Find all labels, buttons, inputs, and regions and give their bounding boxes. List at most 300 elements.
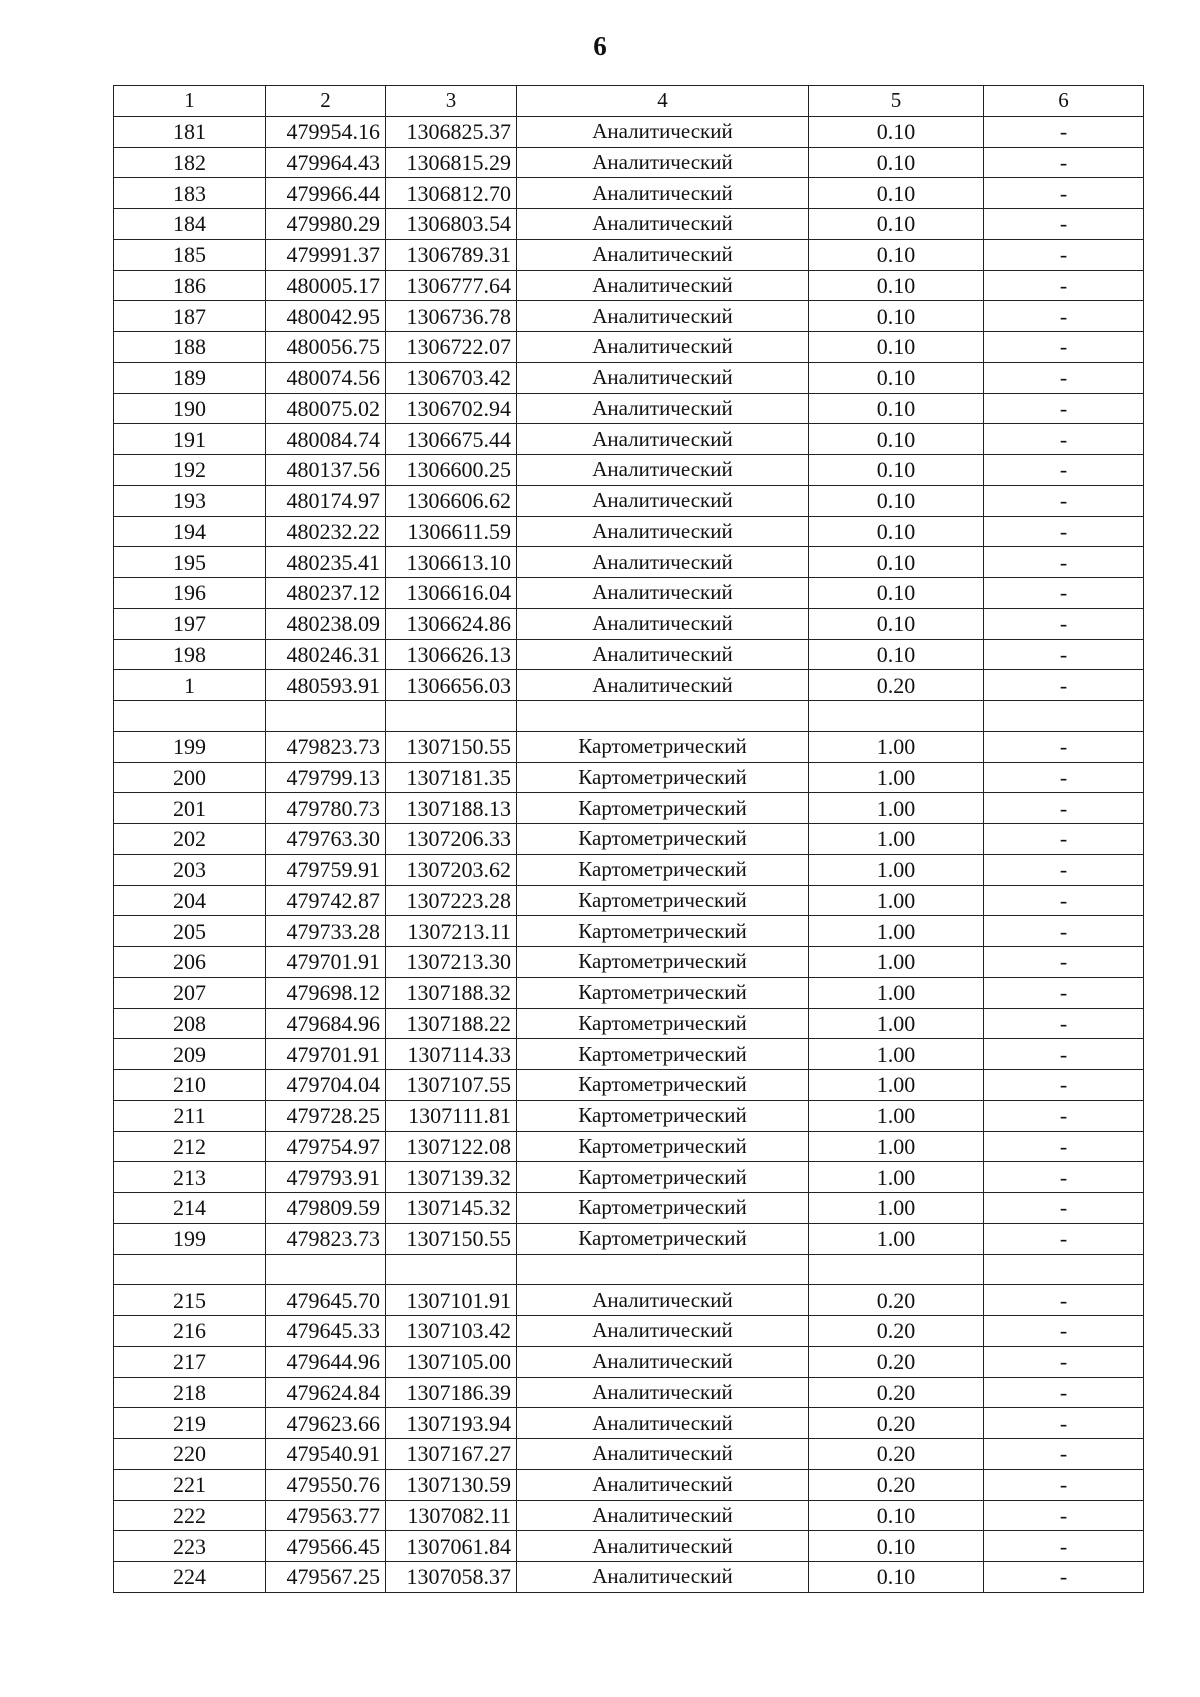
table-row — [114, 1285, 1144, 1316]
table-row — [114, 1100, 1144, 1131]
accuracy-cell: 1.00 — [809, 824, 984, 855]
point-number-cell: 192 — [114, 455, 266, 486]
note-cell: - — [984, 178, 1144, 209]
note-cell — [984, 1254, 1144, 1285]
note-cell: - — [984, 1408, 1144, 1439]
method-cell: Аналитический — [517, 1408, 809, 1439]
note-cell: - — [984, 1377, 1144, 1408]
note-cell: - — [984, 455, 1144, 486]
accuracy-cell: 0.10 — [809, 209, 984, 240]
accuracy-cell: 0.10 — [809, 239, 984, 270]
x-coordinate-cell: 479704.04 — [266, 1070, 386, 1101]
table-row — [114, 1500, 1144, 1531]
table-row — [114, 731, 1144, 762]
accuracy-cell: 1.00 — [809, 1008, 984, 1039]
note-cell: - — [984, 824, 1144, 855]
method-cell: Аналитический — [517, 639, 809, 670]
x-coordinate-cell: 479540.91 — [266, 1439, 386, 1470]
y-coordinate-cell: 1306675.44 — [386, 424, 517, 455]
method-cell — [517, 1254, 809, 1285]
column-header: 3 — [386, 86, 517, 117]
y-coordinate-cell: 1307188.22 — [386, 1008, 517, 1039]
accuracy-cell: 0.20 — [809, 670, 984, 701]
note-cell: - — [984, 608, 1144, 639]
note-cell: - — [984, 731, 1144, 762]
method-cell: Аналитический — [517, 393, 809, 424]
table-row — [114, 1439, 1144, 1470]
note-cell: - — [984, 1531, 1144, 1562]
note-cell: - — [984, 1223, 1144, 1254]
method-cell: Аналитический — [517, 547, 809, 578]
y-coordinate-cell — [386, 1254, 517, 1285]
point-number-cell: 215 — [114, 1285, 266, 1316]
x-coordinate-cell: 479809.59 — [266, 1193, 386, 1224]
method-cell: Картометрический — [517, 1131, 809, 1162]
accuracy-cell: 1.00 — [809, 1039, 984, 1070]
y-coordinate-cell: 1307213.30 — [386, 947, 517, 978]
method-cell: Аналитический — [517, 270, 809, 301]
table-row — [114, 1223, 1144, 1254]
accuracy-cell: 0.10 — [809, 608, 984, 639]
table-row — [114, 209, 1144, 240]
accuracy-cell: 0.10 — [809, 116, 984, 147]
note-cell: - — [984, 1039, 1144, 1070]
point-number-cell: 185 — [114, 239, 266, 270]
accuracy-cell: 1.00 — [809, 885, 984, 916]
method-cell: Картометрический — [517, 885, 809, 916]
point-number-cell: 202 — [114, 824, 266, 855]
accuracy-cell: 1.00 — [809, 1070, 984, 1101]
note-cell: - — [984, 393, 1144, 424]
x-coordinate-cell: 479563.77 — [266, 1500, 386, 1531]
point-number-cell: 197 — [114, 608, 266, 639]
table-row — [114, 332, 1144, 363]
accuracy-cell: 1.00 — [809, 762, 984, 793]
method-cell: Аналитический — [517, 209, 809, 240]
y-coordinate-cell: 1307150.55 — [386, 1223, 517, 1254]
note-cell: - — [984, 762, 1144, 793]
accuracy-cell: 1.00 — [809, 1223, 984, 1254]
point-number-cell: 199 — [114, 731, 266, 762]
point-number-cell: 203 — [114, 854, 266, 885]
x-coordinate-cell: 479645.33 — [266, 1316, 386, 1347]
table-row — [114, 1254, 1144, 1285]
note-cell: - — [984, 147, 1144, 178]
x-coordinate-cell: 479698.12 — [266, 977, 386, 1008]
point-number-cell: 184 — [114, 209, 266, 240]
table-row — [114, 1377, 1144, 1408]
method-cell: Аналитический — [517, 1377, 809, 1408]
accuracy-cell: 1.00 — [809, 1131, 984, 1162]
accuracy-cell: 1.00 — [809, 977, 984, 1008]
accuracy-cell: 0.10 — [809, 362, 984, 393]
method-cell: Аналитический — [517, 301, 809, 332]
x-coordinate-cell: 479763.30 — [266, 824, 386, 855]
y-coordinate-cell: 1307150.55 — [386, 731, 517, 762]
y-coordinate-cell: 1307105.00 — [386, 1346, 517, 1377]
table-row — [114, 670, 1144, 701]
x-coordinate-cell: 479964.43 — [266, 147, 386, 178]
x-coordinate-cell: 479701.91 — [266, 947, 386, 978]
table-row — [114, 578, 1144, 609]
point-number-cell — [114, 701, 266, 732]
point-number-cell: 220 — [114, 1439, 266, 1470]
method-cell: Аналитический — [517, 1346, 809, 1377]
y-coordinate-cell: 1306626.13 — [386, 639, 517, 670]
table-row — [114, 1131, 1144, 1162]
point-number-cell: 216 — [114, 1316, 266, 1347]
table-row — [114, 608, 1144, 639]
x-coordinate-cell: 480238.09 — [266, 608, 386, 639]
note-cell: - — [984, 1500, 1144, 1531]
y-coordinate-cell: 1306611.59 — [386, 516, 517, 547]
y-coordinate-cell: 1307223.28 — [386, 885, 517, 916]
point-number-cell: 205 — [114, 916, 266, 947]
accuracy-cell: 1.00 — [809, 793, 984, 824]
method-cell: Картометрический — [517, 1223, 809, 1254]
point-number-cell: 190 — [114, 393, 266, 424]
x-coordinate-cell: 480042.95 — [266, 301, 386, 332]
table-row — [114, 1162, 1144, 1193]
y-coordinate-cell — [386, 701, 517, 732]
accuracy-cell: 1.00 — [809, 947, 984, 978]
table-row — [114, 1346, 1144, 1377]
x-coordinate-cell: 479624.84 — [266, 1377, 386, 1408]
note-cell: - — [984, 239, 1144, 270]
y-coordinate-cell: 1307213.11 — [386, 916, 517, 947]
accuracy-cell: 1.00 — [809, 1193, 984, 1224]
table-row — [114, 1070, 1144, 1101]
point-number-cell: 210 — [114, 1070, 266, 1101]
method-cell: Картометрический — [517, 731, 809, 762]
accuracy-cell: 0.10 — [809, 578, 984, 609]
point-number-cell: 1 — [114, 670, 266, 701]
y-coordinate-cell: 1307058.37 — [386, 1562, 517, 1593]
point-number-cell: 213 — [114, 1162, 266, 1193]
accuracy-cell: 0.20 — [809, 1316, 984, 1347]
table-row — [114, 116, 1144, 147]
note-cell: - — [984, 1070, 1144, 1101]
y-coordinate-cell: 1307103.42 — [386, 1316, 517, 1347]
y-coordinate-cell: 1307061.84 — [386, 1531, 517, 1562]
method-cell: Аналитический — [517, 455, 809, 486]
point-number-cell: 201 — [114, 793, 266, 824]
x-coordinate-cell: 479742.87 — [266, 885, 386, 916]
y-coordinate-cell: 1307188.13 — [386, 793, 517, 824]
note-cell: - — [984, 578, 1144, 609]
point-number-cell: 196 — [114, 578, 266, 609]
y-coordinate-cell: 1307139.32 — [386, 1162, 517, 1193]
y-coordinate-cell: 1306606.62 — [386, 485, 517, 516]
table-row — [114, 762, 1144, 793]
table-row — [114, 1469, 1144, 1500]
column-header: 6 — [984, 86, 1144, 117]
table-row — [114, 701, 1144, 732]
method-cell: Аналитический — [517, 1469, 809, 1500]
table-row — [114, 1039, 1144, 1070]
method-cell: Картометрический — [517, 793, 809, 824]
accuracy-cell: 0.10 — [809, 147, 984, 178]
point-number-cell: 208 — [114, 1008, 266, 1039]
x-coordinate-cell: 480137.56 — [266, 455, 386, 486]
y-coordinate-cell: 1306703.42 — [386, 362, 517, 393]
table-row — [114, 270, 1144, 301]
note-cell — [984, 701, 1144, 732]
accuracy-cell: 0.10 — [809, 547, 984, 578]
x-coordinate-cell: 480593.91 — [266, 670, 386, 701]
x-coordinate-cell: 480232.22 — [266, 516, 386, 547]
point-number-cell: 193 — [114, 485, 266, 516]
point-number-cell: 209 — [114, 1039, 266, 1070]
x-coordinate-cell: 480235.41 — [266, 547, 386, 578]
y-coordinate-cell: 1306656.03 — [386, 670, 517, 701]
y-coordinate-cell: 1307122.08 — [386, 1131, 517, 1162]
point-number-cell: 181 — [114, 116, 266, 147]
point-number-cell: 191 — [114, 424, 266, 455]
x-coordinate-cell — [266, 701, 386, 732]
accuracy-cell — [809, 701, 984, 732]
point-number-cell: 198 — [114, 639, 266, 670]
method-cell: Картометрический — [517, 977, 809, 1008]
accuracy-cell: 0.10 — [809, 1531, 984, 1562]
x-coordinate-cell: 479759.91 — [266, 854, 386, 885]
method-cell: Картометрический — [517, 947, 809, 978]
table-row — [114, 455, 1144, 486]
table-row — [114, 516, 1144, 547]
table-body — [114, 116, 1144, 1592]
note-cell: - — [984, 947, 1144, 978]
note-cell: - — [984, 1469, 1144, 1500]
note-cell: - — [984, 639, 1144, 670]
point-number-cell: 222 — [114, 1500, 266, 1531]
point-number-cell: 217 — [114, 1346, 266, 1377]
note-cell: - — [984, 1562, 1144, 1593]
note-cell: - — [984, 209, 1144, 240]
point-number-cell: 207 — [114, 977, 266, 1008]
x-coordinate-cell: 479566.45 — [266, 1531, 386, 1562]
x-coordinate-cell: 479991.37 — [266, 239, 386, 270]
point-number-cell: 200 — [114, 762, 266, 793]
method-cell: Картометрический — [517, 1008, 809, 1039]
note-cell: - — [984, 547, 1144, 578]
coordinates-table — [113, 85, 1144, 1593]
note-cell: - — [984, 1285, 1144, 1316]
x-coordinate-cell: 479733.28 — [266, 916, 386, 947]
method-cell: Картометрический — [517, 1193, 809, 1224]
accuracy-cell: 0.10 — [809, 301, 984, 332]
x-coordinate-cell: 480075.02 — [266, 393, 386, 424]
y-coordinate-cell: 1307206.33 — [386, 824, 517, 855]
method-cell: Картометрический — [517, 916, 809, 947]
y-coordinate-cell: 1307101.91 — [386, 1285, 517, 1316]
note-cell: - — [984, 270, 1144, 301]
accuracy-cell: 1.00 — [809, 1100, 984, 1131]
x-coordinate-cell: 479754.97 — [266, 1131, 386, 1162]
method-cell: Картометрический — [517, 762, 809, 793]
x-coordinate-cell: 479980.29 — [266, 209, 386, 240]
accuracy-cell: 0.20 — [809, 1469, 984, 1500]
accuracy-cell: 0.10 — [809, 455, 984, 486]
note-cell: - — [984, 485, 1144, 516]
table-row — [114, 301, 1144, 332]
note-cell: - — [984, 854, 1144, 885]
y-coordinate-cell: 1306777.64 — [386, 270, 517, 301]
x-coordinate-cell: 479567.25 — [266, 1562, 386, 1593]
note-cell: - — [984, 1316, 1144, 1347]
method-cell: Аналитический — [517, 1531, 809, 1562]
y-coordinate-cell: 1307114.33 — [386, 1039, 517, 1070]
method-cell: Аналитический — [517, 147, 809, 178]
point-number-cell: 211 — [114, 1100, 266, 1131]
accuracy-cell: 1.00 — [809, 916, 984, 947]
point-number-cell: 223 — [114, 1531, 266, 1562]
y-coordinate-cell: 1306812.70 — [386, 178, 517, 209]
method-cell: Аналитический — [517, 578, 809, 609]
accuracy-cell: 0.10 — [809, 639, 984, 670]
table-row — [114, 424, 1144, 455]
accuracy-cell: 0.20 — [809, 1408, 984, 1439]
method-cell: Аналитический — [517, 178, 809, 209]
y-coordinate-cell: 1306815.29 — [386, 147, 517, 178]
method-cell — [517, 701, 809, 732]
method-cell: Картометрический — [517, 854, 809, 885]
y-coordinate-cell: 1306600.25 — [386, 455, 517, 486]
point-number-cell: 218 — [114, 1377, 266, 1408]
accuracy-cell: 1.00 — [809, 1162, 984, 1193]
y-coordinate-cell: 1306825.37 — [386, 116, 517, 147]
x-coordinate-cell: 479645.70 — [266, 1285, 386, 1316]
table-row — [114, 947, 1144, 978]
y-coordinate-cell: 1307082.11 — [386, 1500, 517, 1531]
method-cell: Картометрический — [517, 1039, 809, 1070]
accuracy-cell: 0.10 — [809, 1500, 984, 1531]
method-cell: Аналитический — [517, 1285, 809, 1316]
x-coordinate-cell: 480074.56 — [266, 362, 386, 393]
point-number-cell: 188 — [114, 332, 266, 363]
point-number-cell: 224 — [114, 1562, 266, 1593]
method-cell: Аналитический — [517, 485, 809, 516]
accuracy-cell: 0.10 — [809, 393, 984, 424]
y-coordinate-cell: 1306702.94 — [386, 393, 517, 424]
point-number-cell: 199 — [114, 1223, 266, 1254]
method-cell: Аналитический — [517, 239, 809, 270]
x-coordinate-cell: 479954.16 — [266, 116, 386, 147]
method-cell: Аналитический — [517, 516, 809, 547]
x-coordinate-cell: 479728.25 — [266, 1100, 386, 1131]
table-row — [114, 1562, 1144, 1593]
x-coordinate-cell: 479684.96 — [266, 1008, 386, 1039]
x-coordinate-cell: 480174.97 — [266, 485, 386, 516]
table-row — [114, 178, 1144, 209]
y-coordinate-cell: 1307188.32 — [386, 977, 517, 1008]
note-cell: - — [984, 516, 1144, 547]
method-cell: Картометрический — [517, 1100, 809, 1131]
x-coordinate-cell: 479550.76 — [266, 1469, 386, 1500]
y-coordinate-cell: 1307186.39 — [386, 1377, 517, 1408]
x-coordinate-cell: 479823.73 — [266, 731, 386, 762]
table-row — [114, 1193, 1144, 1224]
note-cell: - — [984, 1439, 1144, 1470]
accuracy-cell — [809, 1254, 984, 1285]
x-coordinate-cell: 480237.12 — [266, 578, 386, 609]
note-cell: - — [984, 1100, 1144, 1131]
y-coordinate-cell: 1307130.59 — [386, 1469, 517, 1500]
table-row — [114, 639, 1144, 670]
y-coordinate-cell: 1307203.62 — [386, 854, 517, 885]
method-cell: Аналитический — [517, 670, 809, 701]
accuracy-cell: 0.20 — [809, 1439, 984, 1470]
accuracy-cell: 0.20 — [809, 1346, 984, 1377]
note-cell: - — [984, 301, 1144, 332]
y-coordinate-cell: 1307193.94 — [386, 1408, 517, 1439]
table-row — [114, 239, 1144, 270]
method-cell: Аналитический — [517, 332, 809, 363]
table-row — [114, 885, 1144, 916]
table-row — [114, 1408, 1144, 1439]
x-coordinate-cell: 479701.91 — [266, 1039, 386, 1070]
column-header: 5 — [809, 86, 984, 117]
accuracy-cell: 0.10 — [809, 270, 984, 301]
point-number-cell: 194 — [114, 516, 266, 547]
table-row — [114, 916, 1144, 947]
accuracy-cell: 0.20 — [809, 1377, 984, 1408]
accuracy-cell: 0.10 — [809, 485, 984, 516]
table-row — [114, 824, 1144, 855]
point-number-cell: 186 — [114, 270, 266, 301]
y-coordinate-cell: 1307145.32 — [386, 1193, 517, 1224]
method-cell: Аналитический — [517, 608, 809, 639]
y-coordinate-cell: 1306613.10 — [386, 547, 517, 578]
table-row — [114, 393, 1144, 424]
point-number-cell: 214 — [114, 1193, 266, 1224]
accuracy-cell: 0.10 — [809, 178, 984, 209]
x-coordinate-cell — [266, 1254, 386, 1285]
note-cell: - — [984, 916, 1144, 947]
method-cell: Аналитический — [517, 1562, 809, 1593]
point-number-cell: 183 — [114, 178, 266, 209]
note-cell: - — [984, 1193, 1144, 1224]
x-coordinate-cell: 480084.74 — [266, 424, 386, 455]
point-number-cell: 195 — [114, 547, 266, 578]
note-cell: - — [984, 362, 1144, 393]
table-row — [114, 1008, 1144, 1039]
method-cell: Аналитический — [517, 1316, 809, 1347]
x-coordinate-cell: 480056.75 — [266, 332, 386, 363]
method-cell: Аналитический — [517, 1439, 809, 1470]
table-row — [114, 362, 1144, 393]
method-cell: Аналитический — [517, 1500, 809, 1531]
column-header: 1 — [114, 86, 266, 117]
x-coordinate-cell: 479623.66 — [266, 1408, 386, 1439]
x-coordinate-cell: 480246.31 — [266, 639, 386, 670]
y-coordinate-cell: 1306803.54 — [386, 209, 517, 240]
method-cell: Картометрический — [517, 824, 809, 855]
note-cell: - — [984, 1131, 1144, 1162]
y-coordinate-cell: 1307181.35 — [386, 762, 517, 793]
table-row — [114, 793, 1144, 824]
note-cell: - — [984, 670, 1144, 701]
note-cell: - — [984, 332, 1144, 363]
x-coordinate-cell: 479966.44 — [266, 178, 386, 209]
accuracy-cell: 0.10 — [809, 1562, 984, 1593]
x-coordinate-cell: 480005.17 — [266, 270, 386, 301]
method-cell: Аналитический — [517, 362, 809, 393]
y-coordinate-cell: 1306624.86 — [386, 608, 517, 639]
note-cell: - — [984, 1008, 1144, 1039]
point-number-cell: 212 — [114, 1131, 266, 1162]
table-row — [114, 485, 1144, 516]
accuracy-cell: 0.10 — [809, 516, 984, 547]
